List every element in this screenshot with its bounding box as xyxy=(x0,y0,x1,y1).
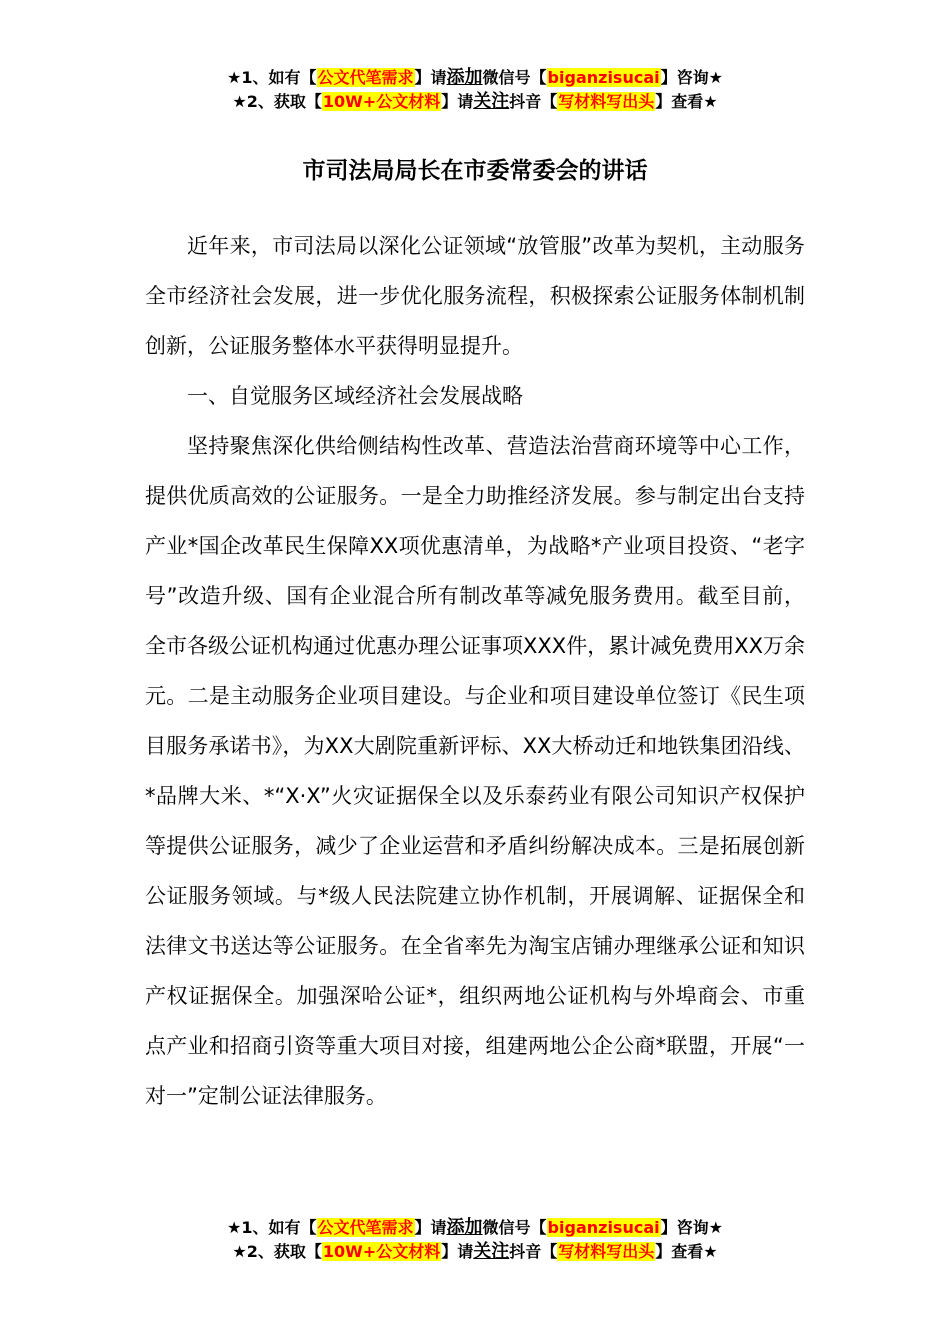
highlight-douyin: 写材料写出头 xyxy=(558,1242,655,1261)
emphasis-follow: 关注 xyxy=(473,1241,510,1262)
highlight-materials: 10W+公文材料 xyxy=(322,92,441,111)
document-body xyxy=(145,221,805,1121)
footer-banner xyxy=(0,1216,950,1264)
paragraph-content: 坚持聚焦深化供给侧结构性改革、营造法治营商环境等中心工作，提供优质高效的公证服务。一是全力助推经济发展。参与制定出台支持产业*国企改革民生保障XX项优惠清单，为战略*产业项目投资、“老字号”改造升级、国有企业混合所有制改革等减免服务费用。截至目前，全市各级公证机构通过优惠办理公证事项XXX件，累计减免费用XX万余元。二是主动服务企业项目建设。与企业和项目建设单位签订《民生项目服务承诺书》，为XX大剧院重新评标、XX大桥动迁和地铁集团沿线、*品牌大米、*“X·X”火灾证据保全以及乐泰药业有限公司知识产权保护等提供公证服务，减少了企业运营和矛盾纠纷解决成本。三是拓展创新公证服务领域。与*级人民法院建立协作机制，开展调解、证据保全和法律文书送达等公证服务。在全省率先为淘宝店铺办理继承公证和知识产权证据保全。加强深哈公证*，组织两地公证机构与外埠商会、市重点产业和招商引资等重大项目对接，组建两地公企公商*联盟，开展“一对一”定制公证法律服务。 xyxy=(145,434,805,1108)
banner-text: 微信号【 xyxy=(482,68,547,87)
banner-text: 】请 xyxy=(441,92,474,111)
highlight-wechat-id: biganzisucai xyxy=(547,1218,660,1237)
banner-text: 】请 xyxy=(414,68,447,87)
highlight-service: 公文代笔需求 xyxy=(317,68,414,87)
document-title: 市司法局局长在市委常委会的讲话 xyxy=(302,158,648,184)
highlight-douyin: 写材料写出头 xyxy=(558,92,655,111)
banner-text: ★1、如有【 xyxy=(227,1218,317,1237)
highlight-materials: 10W+公文材料 xyxy=(322,1242,441,1261)
paragraph-intro: 近年来，市司法局以深化公证领域“放管服”改革为契机，主动服务全市经济社会发展，进一步优化服务流程，积极探索公证服务体制机制创新，公证服务整体水平获得明显提升。 xyxy=(145,234,805,358)
highlight-service: 公文代笔需求 xyxy=(317,1218,414,1237)
banner-text: 】请 xyxy=(441,1242,474,1261)
banner-text: 】查看★ xyxy=(655,1242,718,1261)
banner-text: 】查看★ xyxy=(655,92,718,111)
section-heading: 一、自觉服务区域经济社会发展战略 xyxy=(187,384,523,408)
banner-text: 微信号【 xyxy=(482,1218,547,1237)
highlight-wechat-id: biganzisucai xyxy=(547,68,660,87)
banner-line-2 xyxy=(0,1240,950,1264)
banner-text: 抖音【 xyxy=(509,92,558,111)
banner-text: 】咨询★ xyxy=(660,68,723,87)
emphasis-add: 添加 xyxy=(446,1217,483,1238)
banner-text: ★2、获取【 xyxy=(232,92,322,111)
banner-text: ★2、获取【 xyxy=(232,1242,322,1261)
banner-text: 】请 xyxy=(414,1218,447,1237)
banner-line-1 xyxy=(0,66,950,90)
emphasis-add: 添加 xyxy=(446,67,483,88)
header-banner xyxy=(0,66,950,114)
banner-text: 抖音【 xyxy=(509,1242,558,1261)
banner-line-1 xyxy=(0,1216,950,1240)
banner-line-2 xyxy=(0,90,950,114)
emphasis-follow: 关注 xyxy=(473,91,510,112)
banner-text: 】咨询★ xyxy=(660,1218,723,1237)
banner-text: ★1、如有【 xyxy=(227,68,317,87)
